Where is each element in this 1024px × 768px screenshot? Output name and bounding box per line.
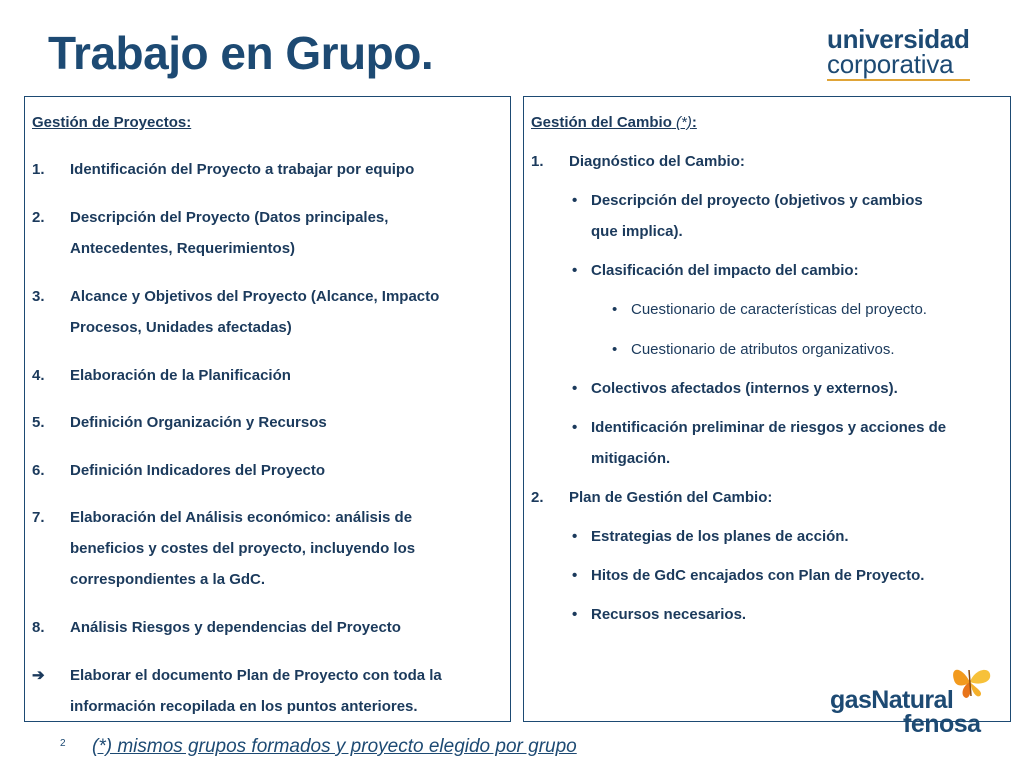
- item-text: información recopilada en los puntos anteriores.: [70, 698, 418, 715]
- bullet-icon: •: [572, 380, 578, 397]
- item-text: Plan de Gestión del Cambio:: [569, 489, 773, 506]
- item-text: Antecedentes, Requerimientos): [70, 240, 296, 257]
- item-number: 7.: [32, 509, 45, 526]
- item-number: 4.: [32, 367, 45, 384]
- item-number: 8.: [32, 619, 45, 636]
- item-text: mitigación.: [591, 450, 671, 467]
- item-text: Definición Indicadores del Proyecto: [70, 462, 326, 479]
- item-number: 2.: [531, 489, 544, 506]
- bullet-icon: •: [572, 567, 578, 584]
- bullet-icon: •: [572, 528, 578, 545]
- bullet-icon: •: [572, 419, 578, 436]
- item-text: Colectivos afectados (internos y externos).: [591, 380, 898, 397]
- item-text: Identificación del Proyecto a trabajar por equipo: [70, 161, 415, 178]
- logo-gn-line2: fenosa: [903, 710, 981, 738]
- item-number: 2.: [32, 209, 45, 226]
- item-number: 1.: [32, 161, 45, 178]
- heading-text: Gestión del Cambio: [531, 114, 672, 131]
- item-text: Identificación preliminar de riesgos y acciones de: [591, 419, 947, 436]
- item-text: Cuestionario de atributos organizativos.: [631, 341, 895, 358]
- change-management-heading: [531, 114, 697, 131]
- slide-title: Trabajo en Grupo.: [48, 27, 434, 79]
- universidad-corporativa-logo: [827, 26, 972, 81]
- heading-footnote-mark: (*): [676, 114, 692, 131]
- item-text: Cuestionario de características del proyecto.: [631, 301, 927, 318]
- page-number: 2: [60, 738, 66, 749]
- item-text: Hitos de GdC encajados con Plan de Proyecto.: [591, 567, 925, 584]
- item-text: beneficios y costes del proyecto, incluyendo los: [70, 540, 416, 557]
- item-number: 3.: [32, 288, 45, 305]
- logo-uc-underline: [827, 79, 970, 81]
- item-text: Descripción del proyecto (objetivos y cambios: [591, 192, 923, 209]
- item-text: Alcance y Objetivos del Proyecto (Alcance, Impacto: [70, 288, 440, 305]
- item-text: Descripción del Proyecto (Datos principales,: [70, 209, 389, 226]
- item-text: Elaboración del Análisis económico: análisis de: [70, 509, 413, 526]
- item-text: Diagnóstico del Cambio:: [569, 153, 745, 170]
- change-management-panel: [523, 96, 1011, 722]
- item-text: Clasificación del impacto del cambio:: [591, 262, 859, 279]
- bullet-icon: •: [572, 262, 578, 279]
- logo-uc-line1: universidad: [827, 24, 970, 54]
- logo-uc-line2: corporativa: [827, 49, 954, 79]
- gas-natural-fenosa-logo: [830, 686, 990, 742]
- heading-colon: :: [691, 114, 697, 131]
- item-text: Elaborar el documento Plan de Proyecto con toda la: [70, 667, 442, 684]
- bullet-icon: •: [572, 606, 578, 623]
- item-text: Análisis Riesgos y dependencias del Proyecto: [70, 619, 401, 636]
- item-number: 5.: [32, 414, 45, 431]
- item-number: 1.: [531, 153, 544, 170]
- item-text: Definición Organización y Recursos: [70, 414, 327, 431]
- project-management-heading: Gestión de Proyectos:: [32, 114, 192, 131]
- logo-gn-line1: gasNatural: [830, 686, 954, 714]
- item-text: Recursos necesarios.: [591, 606, 747, 623]
- bullet-icon: •: [612, 341, 618, 358]
- item-text: Elaboración de la Planificación: [70, 367, 291, 384]
- item-number: 6.: [32, 462, 45, 479]
- arrow-icon: ➔: [32, 667, 45, 684]
- item-text: Procesos, Unidades afectadas): [70, 319, 292, 336]
- item-text: que implica).: [591, 223, 683, 240]
- item-text: Estrategias de los planes de acción.: [591, 528, 849, 545]
- bullet-icon: •: [572, 192, 578, 209]
- bullet-icon: •: [612, 301, 618, 318]
- footnote: (*) mismos grupos formados y proyecto elegido por grupo: [92, 736, 577, 757]
- project-management-panel: [24, 96, 511, 722]
- item-text: correspondientes a la GdC.: [70, 571, 266, 588]
